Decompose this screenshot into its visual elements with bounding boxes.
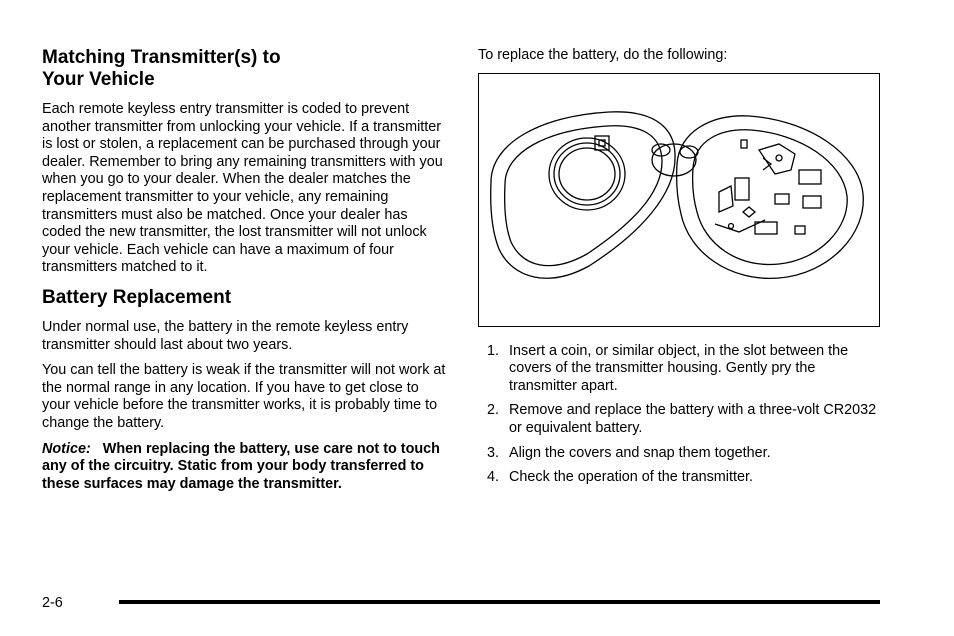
open-transmitter-drawing: [479, 74, 879, 326]
step-text: Align the covers and snap them together.: [509, 444, 771, 461]
notice-paragraph: [42, 441, 447, 494]
step-text: Check the operation of the transmitter.: [509, 469, 753, 486]
weak-battery-paragraph: You can tell the battery is weak if the transmitter will not work at the normal range in any location. If you have to get close to your vehicle before the transmitter works, it is probably time to change the battery.: [42, 362, 446, 431]
heading-matching-transmitters: [42, 47, 447, 91]
steps-list: [478, 343, 880, 487]
page-number: 2-6: [42, 595, 63, 611]
list-item: [478, 402, 880, 437]
step-number: 2.: [487, 402, 500, 419]
step-number: 3.: [487, 444, 500, 461]
heading-line-2: Your Vehicle: [42, 69, 155, 90]
step-text: Remove and replace the battery with a three-volt CR2032 or equivalent battery.: [509, 402, 877, 436]
step-number: 1.: [487, 342, 500, 359]
matching-paragraph: Each remote keyless entry transmitter is coded to prevent another transmitter from unlocking your vehicle. If a transmitter is lost or stolen, a replacement can be purchased through your dealer. Remember to bring any remaining transmitters with you when you go to your dealer. When the dealer matches the replacement transmitter to your vehicle, any remaining transmitters must also be matched. Once your dealer has coded the new transmitter, the lost transmitter will not unlock your vehicle. Each vehicle can have a maximum of four transmitters matched to it.: [42, 101, 443, 276]
step-number: 4.: [487, 469, 500, 486]
footer-rule: [119, 600, 880, 604]
heading-battery-replacement: Battery Replacement: [42, 286, 232, 308]
transmitter-illustration: [478, 73, 880, 327]
list-item: [478, 469, 880, 487]
list-item: [478, 343, 880, 396]
replace-intro: To replace the battery, do the following:: [478, 47, 728, 63]
notice-text: When replacing the battery, use care not to touch any of the circuitry. Static from your body transferred to these surfaces may damage the transmitter.: [42, 440, 440, 492]
battery-life-paragraph: Under normal use, the battery in the remote keyless entry transmitter should last about two years.: [42, 318, 409, 353]
list-item: [478, 445, 880, 463]
notice-label: Notice:: [42, 440, 91, 457]
step-text: Insert a coin, or similar object, in the slot between the covers of the transmitter housing. Gently pry the transmitter apart.: [509, 342, 849, 394]
right-column: [478, 47, 880, 494]
heading-line-1: Matching Transmitter(s) to: [42, 47, 281, 68]
left-column: [42, 47, 447, 501]
